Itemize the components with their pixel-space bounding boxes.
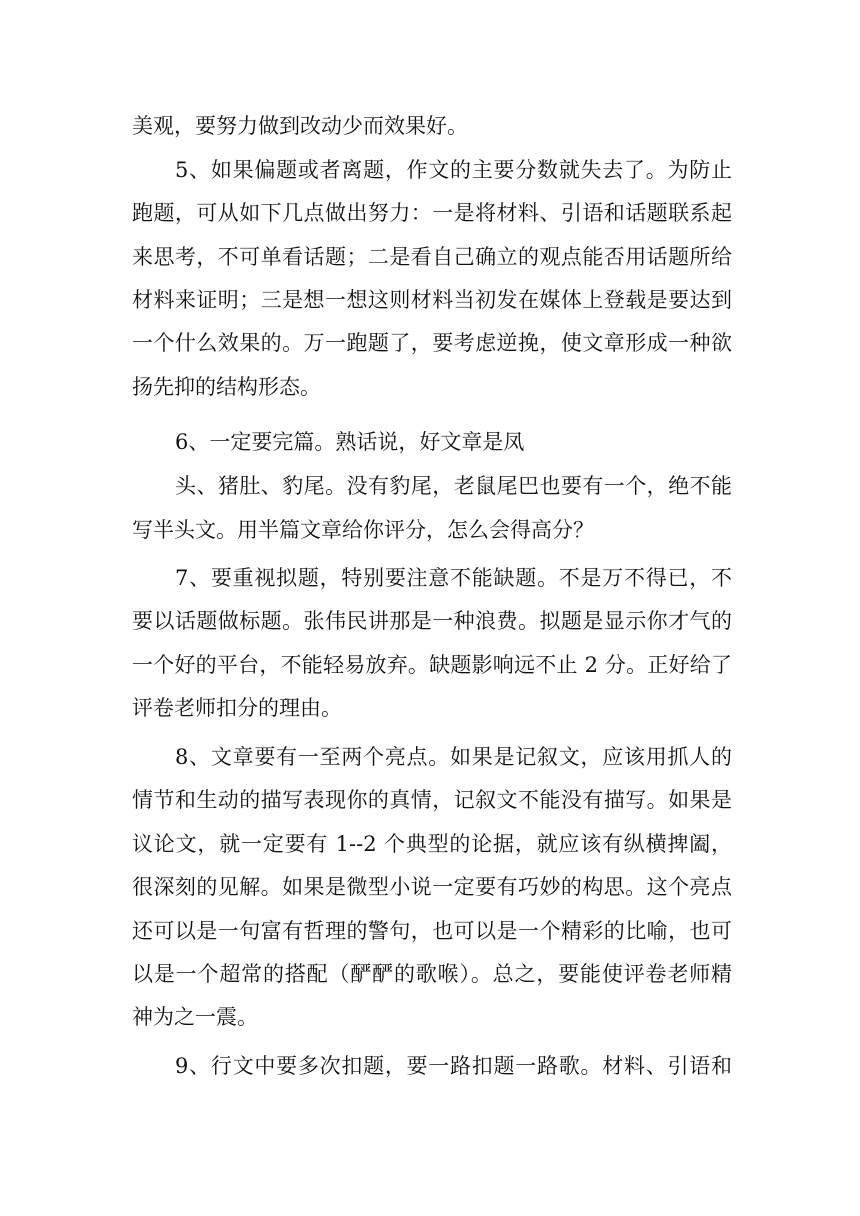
- text-line: 议论文，就一定要有 1--2 个典型的论据，就应该有纵横捭阖，: [132, 832, 732, 856]
- text-line: 评卷老师扣分的理由。: [132, 696, 342, 720]
- text-line: 7、要重视拟题，特别要注意不能缺题。不是万不得已，不: [175, 566, 732, 590]
- text-line: 一个好的平台，不能轻易放弃。缺题影响远不止 2 分。正好给了: [132, 653, 732, 677]
- text-line: 来思考，不可单看话题；二是看自己确立的观点能否用话题所给: [132, 245, 732, 269]
- text-line: 要以话题做标题。张伟民讲那是一种浪费。拟题是显示你才气的: [132, 609, 732, 633]
- text-line: 一个什么效果的。万一跑题了，要考虑逆挽，使文章形成一种欲: [132, 331, 732, 355]
- text-line: 神为之一震。: [132, 1005, 258, 1029]
- text-line: 美观，要努力做到改动少而效果好。: [132, 114, 468, 138]
- text-line: 头、猪肚、豹尾。没有豹尾，老鼠尾巴也要有一个，绝不能: [175, 474, 732, 498]
- text-line: 写半头文。用半篇文章给你评分，怎么会得高分？: [132, 518, 594, 542]
- text-line: 材料来证明；三是想一想这则材料当初发在媒体上登载是要达到: [132, 288, 732, 312]
- text-line: 6、一定要完篇。熟话说，好文章是凤: [175, 430, 525, 454]
- text-line: 扬先抑的结构形态。: [132, 375, 321, 399]
- text-line: 跑题，可从如下几点做出努力：一是将材料、引语和话题联系起: [132, 201, 732, 225]
- text-line: 9、行文中要多次扣题，要一路扣题一路歌。材料、引语和: [175, 1054, 732, 1078]
- text-line: 情节和生动的描写表现你的真情，记叙文不能没有描写。如果是: [132, 788, 732, 812]
- text-line: 以是一个超常的搭配（酽酽的歌喉）。总之，要能使评卷老师精: [132, 962, 732, 986]
- text-line: 5、如果偏题或者离题，作文的主要分数就失去了。为防止: [175, 158, 732, 182]
- text-line: 8、文章要有一至两个亮点。如果是记叙文，应该用抓人的: [175, 745, 732, 769]
- text-line: 很深刻的见解。如果是微型小说一定要有巧妙的构思。这个亮点: [132, 875, 732, 899]
- text-line: 还可以是一句富有哲理的警句，也可以是一个精彩的比喻，也可: [132, 919, 732, 943]
